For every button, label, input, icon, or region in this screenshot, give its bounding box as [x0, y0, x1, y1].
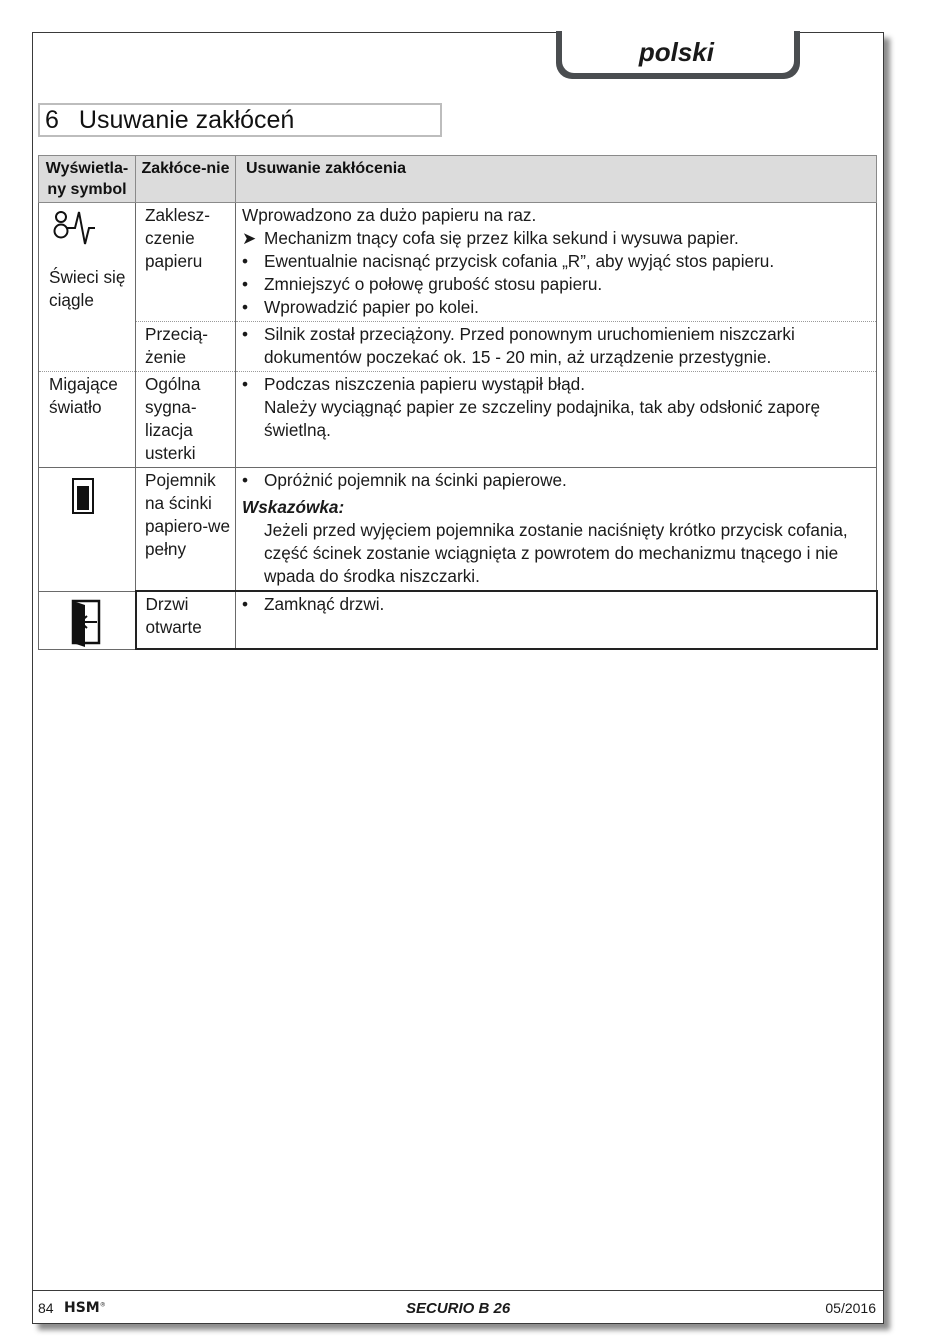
page-number: 84	[38, 1300, 54, 1316]
section-title: Usuwanie zakłóceń	[78, 105, 295, 134]
footer-divider	[32, 1290, 883, 1291]
hint-title: Wskazówka:	[242, 497, 345, 517]
bin-full-icon	[63, 475, 111, 519]
symbol-cell-blinking	[39, 372, 136, 468]
bullet-icon: •	[242, 470, 249, 490]
remedy-arrow-text: Mechanizm tnący cofa się przez kilka sekund i wysuwa papier.	[264, 228, 739, 248]
remedy-general	[236, 372, 877, 468]
table-row-overload	[39, 322, 877, 372]
remedy-bullet	[242, 250, 872, 273]
fault-bin-full: Pojemnik na ścinki papiero-we pełny	[136, 468, 236, 592]
table-header-row	[39, 156, 877, 203]
remedy-bullet-text: Opróżnić pojemnik na ścinki papierowe.	[264, 470, 567, 490]
remedy-bullet	[242, 593, 872, 616]
fault-door-open: Drzwi otwarte	[136, 591, 236, 649]
language-label: polski	[638, 36, 714, 67]
table-row-door-open	[39, 591, 877, 649]
remedy-overload	[236, 322, 877, 372]
remedy-continuation: Należy wyciągnąć papier ze szczeliny podajnika, tak aby odsłonić zaporę świetlną.	[264, 397, 821, 440]
symbol-text-steady: Świeci się ciągle	[49, 267, 126, 310]
fault-overload: Przecią-żenie	[136, 322, 236, 372]
header-fault: Zakłóce-nie	[136, 156, 236, 203]
bullet-icon: •	[242, 297, 249, 317]
remedy-lead: Wprowadzono za dużo papieru na raz.	[242, 205, 537, 225]
remedy-door-open	[236, 591, 877, 649]
section-number: 6	[45, 105, 59, 134]
edition-date: 05/2016	[825, 1300, 876, 1316]
fault-paper-jam: Zaklesz-czenie papieru	[136, 203, 236, 322]
registered-mark: ®	[99, 1301, 106, 1309]
remedy-bullet-text: Silnik został przeciążony. Przed ponownym uruchomieniem niszczarki dokumentów poczekać ok. 15 - 20 min, aż urządzenie przestygnie.	[264, 324, 795, 367]
bullet-icon: •	[242, 594, 249, 614]
remedy-bullet-text: Podczas niszczenia papieru wystąpił błąd.	[264, 374, 586, 394]
table-row-general-fault	[39, 372, 877, 468]
remedy-bullet	[242, 323, 872, 369]
table-row-bin-full	[39, 468, 877, 592]
bullet-icon: •	[242, 274, 249, 294]
section-heading	[38, 103, 442, 137]
door-open-icon	[65, 597, 115, 647]
remedy-arrow-item	[242, 227, 872, 250]
header-remedy: Usuwanie zakłócenia	[236, 156, 877, 203]
bullet-icon: •	[242, 251, 249, 271]
remedy-bullet-text: Zamknąć drzwi.	[264, 594, 385, 614]
model-name: SECURIO B 26	[406, 1300, 511, 1317]
bullet-icon: •	[242, 324, 249, 344]
symbol-cell-bin	[39, 468, 136, 592]
header-symbol: Wyświetla-ny symbol	[39, 156, 136, 203]
symbol-cell-jam	[39, 203, 136, 372]
brand-logo	[64, 1300, 106, 1316]
table-row-paper-jam	[39, 203, 877, 322]
symbol-cell-door	[39, 591, 136, 649]
remedy-bullet	[242, 273, 872, 296]
arrow-icon: ➤	[242, 228, 257, 248]
language-tab	[556, 31, 800, 79]
remedy-bullet	[242, 469, 872, 492]
language-tab-inner	[562, 31, 794, 73]
remedy-bin-full	[236, 468, 877, 592]
troubleshooting-table	[38, 155, 878, 650]
symbol-text-blinking: Migające światło	[49, 374, 118, 417]
remedy-bullet	[242, 373, 872, 396]
hint-text: Jeżeli przed wyjęciem pojemnika zostanie naciśnięty krótko przycisk cofania, część ścinek zostanie wciągnięta z powrotem do mechanizmu tnącego i nie wpada do środka niszczarki.	[264, 520, 848, 586]
remedy-bullet-text: Zmniejszyć o połowę grubość stosu papieru.	[264, 274, 603, 294]
page-footer	[38, 1298, 876, 1318]
remedy-bullet-text: Ewentualnie nacisnąć przycisk cofania „R”, aby wyjąć stos papieru.	[264, 251, 775, 271]
paper-jam-icon	[49, 204, 97, 250]
remedy-paper-jam	[236, 203, 877, 322]
remedy-bullet-text: Wprowadzić papier po kolei.	[264, 297, 479, 317]
fault-general: Ogólna sygna-lizacja usterki	[136, 372, 236, 468]
brand-name: HSM	[64, 1300, 100, 1316]
remedy-bullet	[242, 296, 872, 319]
bullet-icon: •	[242, 374, 249, 394]
